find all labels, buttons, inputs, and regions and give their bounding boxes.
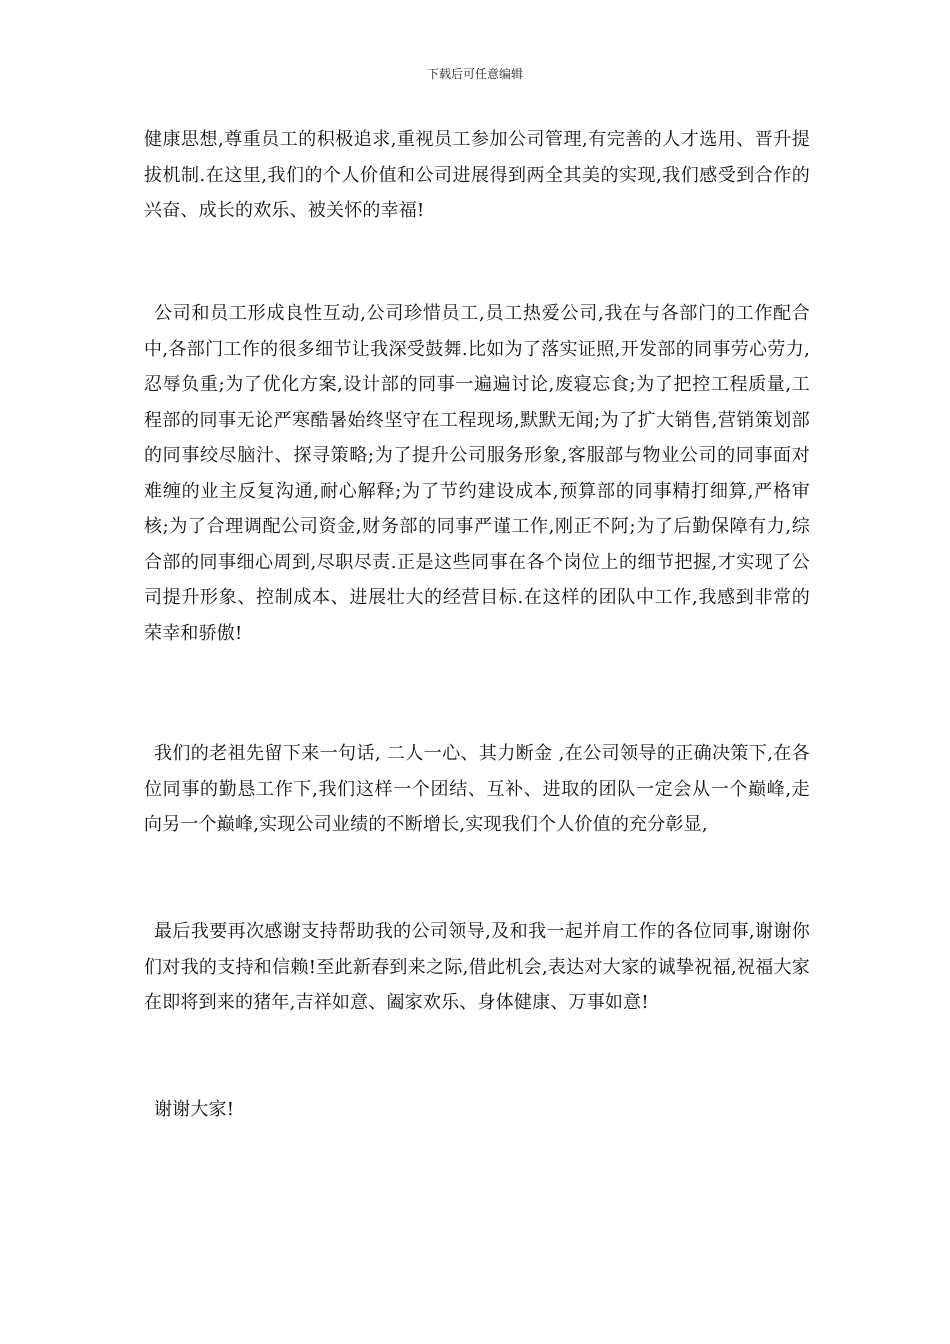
paragraph-3: 我们的老祖先留下来一句话, 二人一心、其力断金 ,在公司领导的正确决策下,在各位同事的勤恳工作下,我们这样一个团结、互补、进取的团队一定会从一个巅峰,走向另一个巅峰,实现公司业绩的不断增长,实现我们个人价值的充分彰显, (144, 743, 810, 835)
paragraph-4: 最后我要再次感谢支持帮助我的公司领导,及和我一起并肩工作的各位同事,谢谢你们对我的支持和信赖!至此新春到来之际,借此机会,表达对大家的诚挚祝福,祝福大家在即将到来的猪年,吉祥如意、阖家欢乐、身体健康、万事如意! (144, 921, 810, 1013)
paragraph-2: 公司和员工形成良性互动,公司珍惜员工,员工热爱公司,我在与各部门的工作配合中,各部门工作的很多细节让我深受鼓舞.比如为了落实证照,开发部的同事劳心劳力,忍辱负重;为了优化方案,设计部的同事一遍遍讨论,废寝忘食;为了把控工程质量,工程部的同事无论严寒酷暑始终坚守在工程现场,默默无闻;为了扩大销售,营销策划部的同事绞尽脑汁、探寻策略;为了提升公司服务形象,客服部与物业公司的同事面对难缠的业主反复沟通,耐心解释;为了节约建设成本,预算部的同事精打细算,严格审核;为了合理调配公司资金,财务部的同事严谨工作,刚正不阿;为了后勤保障有力,综合部的同事细心周到,尽职尽责.正是这些同事在各个岗位上的细节把握,才实现了公司提升形象、控制成本、进展壮大的经营目标.在这样的团队中工作,我感到非常的荣幸和骄傲! (144, 303, 810, 644)
paragraph-5: 谢谢大家! (154, 1099, 235, 1120)
page-header: 下载后可任意编辑 (426, 67, 523, 81)
paragraph-1: 健康思想,尊重员工的积极追求,重视员工参加公司管理,有完善的人才选用、晋升提拔机制.在这里,我们的个人价值和公司进展得到两全其美的实现,我们感受到合作的兴奋、成长的欢乐、被关怀的幸福! (144, 129, 810, 221)
